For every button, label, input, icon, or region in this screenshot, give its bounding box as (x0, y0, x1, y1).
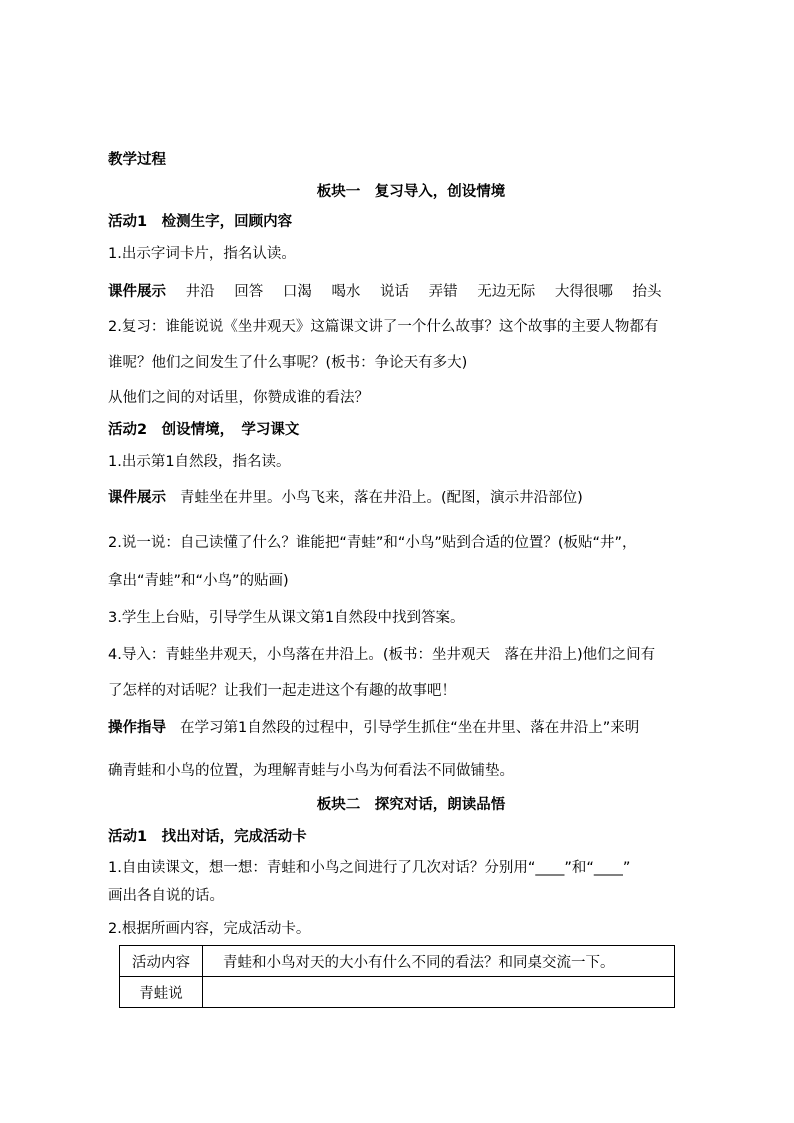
activity-card-table (119, 945, 675, 1008)
block1-activity1-item1: 1.出示字词卡片，指名认读。 (108, 246, 296, 262)
block2-activity1-title: 活动1 找出对话，完成活动卡 (108, 829, 307, 845)
block1-activity1-question: 从他们之间的对话里，你赞成谁的看法？ (108, 390, 369, 406)
word-item: 大得很哪 (554, 284, 613, 300)
block2-activity1-item1-line1: 1.自由读课文，想一想：青蛙和小鸟之间进行了几次对话？分别用“____”和“____” (108, 860, 631, 876)
operation-guide-line2: 确青蛙和小鸟的位置，为理解青蛙与小鸟为何看法不同做铺垫。 (108, 763, 514, 779)
block1-activity2-item4-line2: 了怎样的对话呢？让我们一起走进这个有趣的故事吧！ (108, 683, 456, 699)
table-content-cell[interactable] (203, 977, 675, 1008)
block1-activity2-item1: 1.出示第1自然段，指名读。 (108, 454, 291, 470)
block1-activity2-item4-line1: 4.导入：青蛙坐井观天，小鸟落在井沿上。(板书：坐井观天 落在井沿上)他们之间有 (108, 647, 656, 663)
block1-activity2-item2-line1: 2.说一说：自己读懂了什么？谁能把“青蛙”和“小鸟”贴到合适的位置？(板贴“井”， (108, 535, 637, 551)
word-item: 弄错 (428, 284, 458, 300)
guide-label: 操作指导 (108, 720, 166, 736)
block2-activity1-item2: 2.根据所画内容，完成活动卡。 (108, 921, 311, 937)
block2-heading: 板块二 探究对话，朗读品悟 (316, 797, 506, 813)
word-item: 无边无际 (477, 284, 536, 300)
block1-activity1-item2-line1: 2.复习：谁能说说《坐井观天》这篇课文讲了一个什么故事？这个故事的主要人物都有 (108, 319, 659, 335)
block2-activity1-item1-line2: 画出各自说的话。 (108, 888, 224, 904)
block1-heading: 板块一 复习导入，创设情境 (316, 184, 506, 200)
word-item: 口渴 (282, 284, 312, 300)
table-content-cell: 青蛙和小鸟对天的大小有什么不同的看法？和同桌交流一下。 (203, 946, 675, 977)
guide-text: 在学习第1自然段的过程中，引导学生抓住“坐在井里、落在井沿上”来明 (180, 720, 640, 736)
operation-guide-line1 (108, 718, 639, 738)
block1-activity2-item2-line2: 拿出“青蛙”和“小鸟”的贴画) (108, 573, 289, 589)
courseware-text: 青蛙坐在井里。小鸟飞来，落在井沿上。(配图，演示井沿部位) (180, 490, 583, 506)
block1-activity2-title: 活动2 创设情境， 学习课文 (108, 422, 300, 438)
word-item: 井沿 (185, 284, 215, 300)
word-item: 回答 (234, 284, 264, 300)
word-item: 抬头 (632, 284, 662, 300)
word-item: 说话 (380, 284, 410, 300)
table-label-cell: 活动内容 (120, 946, 203, 977)
courseware-words-row (108, 282, 676, 302)
word-item: 喝水 (331, 284, 361, 300)
block1-activity1-title: 活动1 检测生字，回顾内容 (108, 214, 293, 230)
courseware-frog-row (108, 488, 583, 508)
table-row (120, 977, 675, 1008)
table-label-cell: 青蛙说 (120, 977, 203, 1008)
block1-activity1-item2-line2: 谁呢？他们之间发生了什么事呢？(板书：争论天有多大) (108, 355, 468, 371)
table-row (120, 946, 675, 977)
courseware-label: 课件展示 (108, 490, 166, 506)
section-title: 教学过程 (108, 152, 166, 168)
courseware-label: 课件展示 (108, 284, 166, 300)
block1-activity2-item3: 3.学生上台贴，引导学生从课文第1自然段中找到答案。 (108, 610, 465, 626)
